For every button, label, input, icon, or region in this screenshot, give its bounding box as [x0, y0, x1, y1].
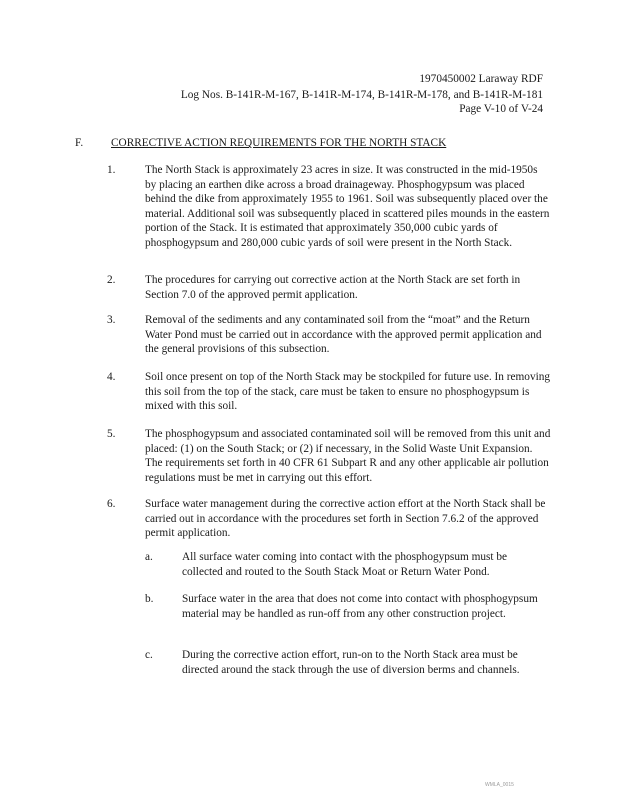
sub-item-text: Surface water in the area that does not come into contact with phosphogypsum material may be handled as run-off from any other construction project. [182, 593, 538, 620]
section-heading [75, 136, 446, 151]
item-number: 6. [107, 498, 116, 510]
bates-stamp: WMLA_0015 [485, 782, 514, 788]
sub-item-text: All surface water coming into contact with the phosphogypsum must be collected and routed to the South Stack Moat or Return Water Pond. [182, 551, 508, 578]
sub-item-letter: c. [145, 649, 153, 661]
item-text: Removal of the sediments and any contaminated soil from the “moat” and the Return Water Pond must be carried out in accordance with the approved permit application and the general provisions of this subsection. [145, 314, 542, 356]
header-permit-line: 1970450002 Laraway RDF [419, 73, 543, 85]
item-text: Surface water management during the corrective action effort at the North Stack shall be carried out in accordance with the procedures set forth in Section 7.6.2 of the approved permit application. [145, 498, 546, 540]
header-log-numbers: Log Nos. B-141R-M-167, B-141R-M-174, B-141R-M-178, and B-141R-M-181 [180, 88, 543, 101]
item-text: The procedures for carrying out corrective action at the North Stack are set forth in Section 7.0 of the approved permit application. [145, 274, 521, 301]
item-text: The phosphogypsum and associated contaminated soil will be removed from this unit and placed: (1) on the South Stack; or (2) if necessary, in the Solid Waste Unit Expansion. The requirements set forth in 40 CFR 61 Subpart R and any other applicable air pollution regulations must be met in carrying out this effort. [145, 428, 551, 484]
sub-item-letter: b. [145, 593, 154, 605]
section-title: CORRECTIVE ACTION REQUIREMENTS FOR THE NORTH STACK [111, 137, 447, 149]
item-number: 1. [107, 164, 116, 176]
sub-item-text: During the corrective action effort, run-on to the North Stack area must be directed around the stack through the use of diversion berms and channels. [182, 649, 520, 676]
item-number: 2. [107, 274, 116, 286]
item-text: The North Stack is approximately 23 acres in size. It was constructed in the mid-1950s by placing an earthen dike across a broad drainageway. Phosphogypsum was placed behind the dike from approximately 1955 to 1961. Soil was subsequently placed over the material. Additional soil was subsequently placed in scattered piles mounds in the eastern portion of the Stack. It is estimated that approximately 350,000 cubic yards of phosphogypsum and 280,000 cubic yards of soil were present in the North Stack. [145, 164, 550, 249]
item-number: 5. [107, 428, 116, 440]
item-number: 4. [107, 371, 116, 383]
item-text: Soil once present on top of the North Stack may be stockpiled for future use. In removing this soil from the top of the stack, care must be taken to ensure no phosphogypsum is mixed with this soil. [145, 371, 551, 413]
header-page-number: Page V-10 of V-24 [459, 103, 543, 116]
section-letter: F. [75, 137, 84, 149]
sub-item-letter: a. [145, 551, 153, 563]
page-header [181, 72, 543, 117]
item-number: 3. [107, 314, 116, 326]
